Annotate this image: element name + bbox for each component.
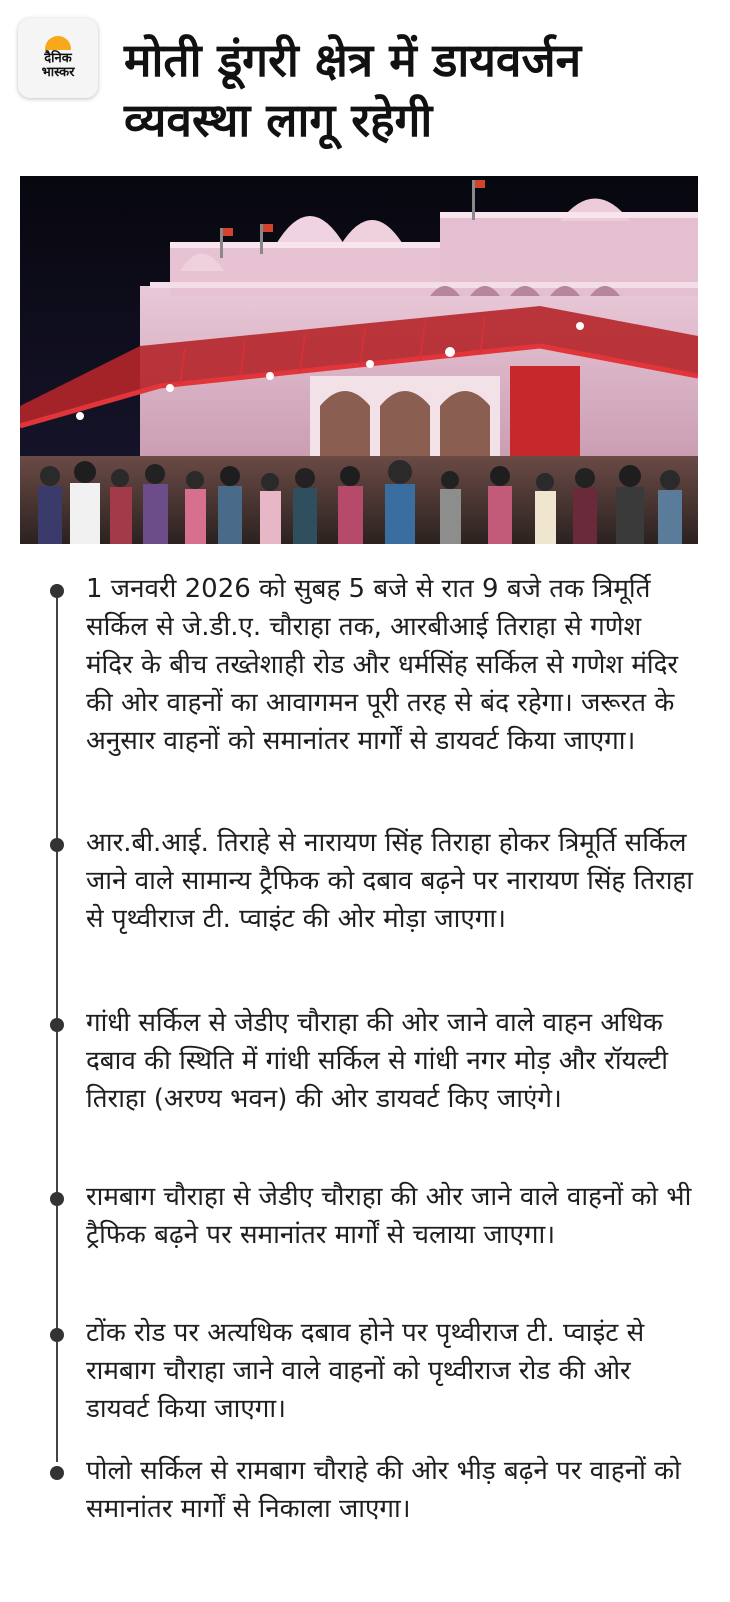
logo-text-line2: भास्कर bbox=[41, 65, 75, 80]
bullet-dot-icon bbox=[50, 1192, 64, 1206]
dainik-bhaskar-logo[interactable] bbox=[18, 18, 98, 98]
list-item-text: आर.बी.आई. तिराहे से नारायण सिंह तिराहा होकर त्रिमूर्ति सर्किल जाने वाले सामान्य ट्रैफिक को दबाव बढ़ने पर नारायण सिंह तिराहा से पृथ्वीराज टी. प्वाइंट की ओर मोड़ा जाएगा। bbox=[86, 828, 693, 934]
bullet-dot-icon bbox=[50, 584, 64, 598]
bullet-dot-icon bbox=[50, 1018, 64, 1032]
bullet-dot-icon bbox=[50, 1328, 64, 1342]
headline: मोती डूंगरी क्षेत्र में डायवर्जन व्यवस्था लागू रहेगी bbox=[124, 33, 582, 147]
list-item-text: रामबाग चौराहा से जेडीए चौराहा की ओर जाने वाले वाहनों को भी ट्रैफिक बढ़ने पर समानांतर मार्गों से चलाया जाएगा। bbox=[86, 1182, 692, 1250]
list-item-text: 1 जनवरी 2026 को सुबह 5 बजे से रात 9 बजे तक त्रिमूर्ति सर्किल से जे.डी.ए. चौराहा तक, आरबीआई तिराहा से गणेश मंदिर के बीच तख्तेशाही रोड और धर्मसिंह सर्किल से गणेश मंदिर की ओर वाहनों का आवागमन पूरी तरह से बंद रहेगा। जरूरत के अनुसार वाहनों को समानांतर मार्गों से डायवर्ट किया जाएगा। bbox=[86, 574, 679, 756]
list-item-text: पोलो सर्किल से रामबाग चौराहे की ओर भीड़ बढ़ने पर वाहनों को समानांतर मार्गों से निकाला जाएगा। bbox=[86, 1456, 681, 1524]
header bbox=[0, 0, 730, 176]
sun-icon bbox=[45, 36, 71, 50]
bullet-dot-icon bbox=[50, 838, 64, 852]
temple-photo bbox=[20, 176, 698, 544]
list-item-text: गांधी सर्किल से जेडीए चौराहा की ओर जाने वाले वाहन अधिक दबाव की स्थिति में गांधी सर्किल से गांधी नगर मोड़ और रॉयल्टी तिराहा (अरण्य भवन) की ओर डायवर्ट किए जाएंगे। bbox=[86, 1008, 668, 1114]
logo-text-line1: दैनिक bbox=[44, 51, 72, 66]
bullet-dot-icon bbox=[50, 1466, 64, 1480]
list-item-text: टोंक रोड पर अत्यधिक दबाव होने पर पृथ्वीराज टी. प्वाइंट से रामबाग चौराहा जाने वाले वाहनों को पृथ्वीराज रोड की ओर डायवर्ट किया जाएगा। bbox=[86, 1318, 645, 1424]
